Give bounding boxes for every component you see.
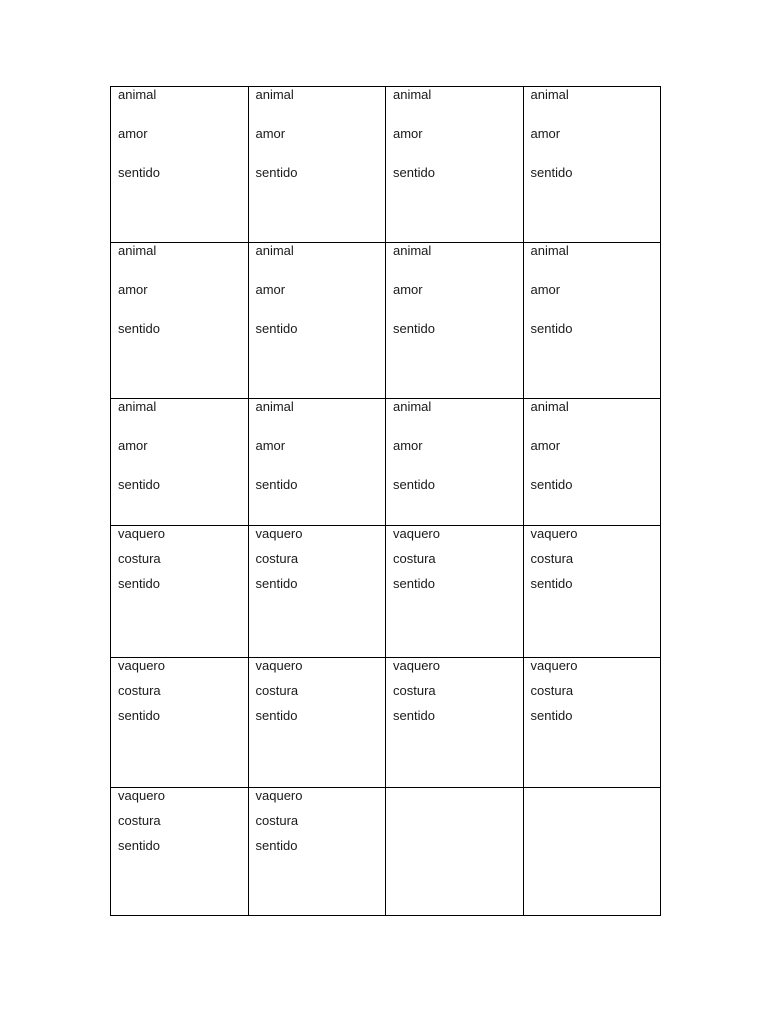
word-card-cell <box>248 87 386 243</box>
word-card-cell <box>386 87 524 243</box>
card-word: amor <box>118 126 148 141</box>
word-card-table-body <box>111 87 661 916</box>
card-word: vaquero <box>118 526 165 541</box>
card-word: sentido <box>255 321 298 336</box>
card-word: costura <box>255 683 299 698</box>
card-word: sentido <box>530 165 573 180</box>
card-word: sentido <box>393 477 435 492</box>
card-word: costura <box>393 683 436 698</box>
card-word: sentido <box>255 165 298 180</box>
card-word: costura <box>530 683 574 698</box>
card-word: sentido <box>255 576 298 591</box>
card-word: costura <box>118 813 161 828</box>
card-word: animal <box>530 87 569 102</box>
card-word: costura <box>255 551 299 566</box>
card-word: sentido <box>393 321 435 336</box>
card-word: sentido <box>118 165 160 180</box>
card-word: animal <box>118 87 157 102</box>
card-word: costura <box>255 813 299 828</box>
card-word: sentido <box>255 838 298 853</box>
word-card-cell <box>111 87 249 243</box>
card-word: animal <box>530 243 569 258</box>
card-word: vaquero <box>255 658 303 673</box>
card-word: sentido <box>255 477 298 492</box>
word-card-cell <box>248 243 386 399</box>
card-word: animal <box>530 399 569 414</box>
word-card-cell <box>111 788 249 916</box>
word-card-cell <box>523 658 661 788</box>
table-row <box>111 788 661 916</box>
word-card-cell <box>523 788 661 916</box>
card-word: animal <box>255 399 294 414</box>
card-word: sentido <box>393 165 435 180</box>
card-word: sentido <box>393 576 435 591</box>
card-word: animal <box>393 243 432 258</box>
word-card-cell <box>248 658 386 788</box>
card-word: costura <box>118 683 161 698</box>
table-row <box>111 399 661 526</box>
word-card-cell <box>386 526 524 658</box>
card-word: sentido <box>118 321 160 336</box>
card-word: amor <box>255 126 286 141</box>
card-word: vaquero <box>255 788 303 803</box>
word-card-cell <box>111 399 249 526</box>
card-word: sentido <box>530 576 573 591</box>
word-card-cell <box>111 243 249 399</box>
table-row <box>111 87 661 243</box>
word-card-cell <box>523 87 661 243</box>
card-word: vaquero <box>393 526 440 541</box>
card-word: amor <box>530 282 561 297</box>
word-card-cell <box>111 658 249 788</box>
card-word: animal <box>118 243 157 258</box>
card-word: sentido <box>530 321 573 336</box>
word-card-cell <box>523 243 661 399</box>
card-word: amor <box>118 282 148 297</box>
card-word: animal <box>393 87 432 102</box>
word-card-cell <box>248 399 386 526</box>
word-card-cell <box>248 788 386 916</box>
card-word: sentido <box>118 708 160 723</box>
card-word: sentido <box>530 477 573 492</box>
card-word: animal <box>255 243 294 258</box>
card-word: amor <box>393 126 423 141</box>
card-word: vaquero <box>118 658 165 673</box>
card-word: vaquero <box>530 658 578 673</box>
word-card-cell <box>111 526 249 658</box>
word-card-cell <box>386 658 524 788</box>
card-word: sentido <box>393 708 435 723</box>
card-word: amor <box>255 438 286 453</box>
card-word: amor <box>530 438 561 453</box>
table-row <box>111 526 661 658</box>
word-card-cell <box>386 399 524 526</box>
card-word: animal <box>393 399 432 414</box>
word-card-cell <box>523 399 661 526</box>
card-word: vaquero <box>255 526 303 541</box>
card-word: vaquero <box>118 788 165 803</box>
card-word: animal <box>255 87 294 102</box>
card-word: vaquero <box>530 526 578 541</box>
card-word: sentido <box>118 576 160 591</box>
word-card-table <box>110 86 661 916</box>
word-card-cell <box>248 526 386 658</box>
table-row <box>111 658 661 788</box>
card-word: costura <box>393 551 436 566</box>
card-word: amor <box>393 282 423 297</box>
word-card-cell <box>523 526 661 658</box>
card-word: animal <box>118 399 157 414</box>
card-word: sentido <box>530 708 573 723</box>
card-word: sentido <box>255 708 298 723</box>
card-word: amor <box>255 282 286 297</box>
card-word: sentido <box>118 477 160 492</box>
card-word: costura <box>530 551 574 566</box>
table-row <box>111 243 661 399</box>
word-card-cell <box>386 788 524 916</box>
card-word: amor <box>393 438 423 453</box>
card-word: sentido <box>118 838 160 853</box>
card-word: amor <box>530 126 561 141</box>
card-word: costura <box>118 551 161 566</box>
card-word: amor <box>118 438 148 453</box>
card-word: vaquero <box>393 658 440 673</box>
word-card-cell <box>386 243 524 399</box>
